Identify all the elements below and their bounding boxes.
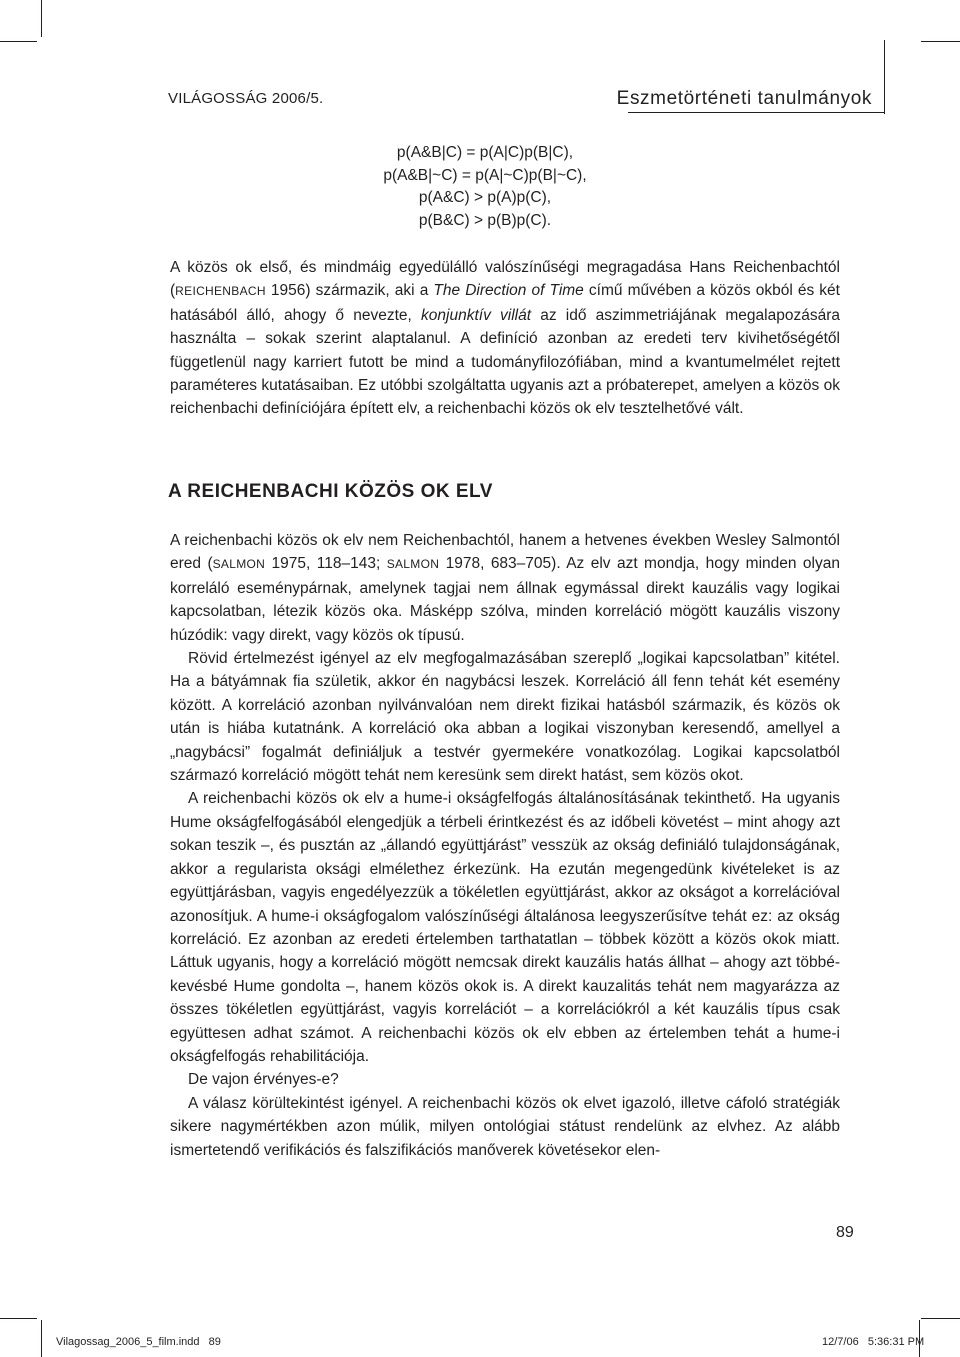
paragraph: A reichenbachi közös ok elv nem Reichenbachtól, hanem a hetvenes években Wesley Salmontól ered (SALMON 1975, 118–143; SALMON 1978, 683–705). Az elv azt mondja, hogy minden olyan korreláló eseménypárnak, amelynek tagjai nem állnak egymással direkt kauzális vagy logikai kapcsolatban, létezik közös oka. Másképp szólva, minden korreláció mögött kauzális viszony húzódik: vagy direkt, vagy közös ok típusú. [170,532,840,644]
section-header: Eszmetörténeti tanulmányok [616,88,872,109]
section-heading: A REICHENBACHI KÖZÖS OK ELV [168,481,493,502]
citation-author: REICHENBACH [175,284,266,299]
formula-line: p(A&B|C) = p(A|C)p(B|C), [396,144,574,161]
formula-line: p(A&B|~C) = p(A|~C)p(B|~C), [383,166,587,184]
crop-mark [41,0,42,37]
crop-mark [921,41,960,42]
paragraph: De vajon érvényes-e? [188,1071,339,1089]
book-title: The Direction of Time [433,282,584,300]
citation-author: SALMON [212,557,266,572]
crop-mark [0,1318,37,1319]
citation-author: SALMON [386,557,440,572]
term: konjunktív villát [421,306,532,324]
formula-line: p(B&C) > p(B)p(C). [418,211,552,229]
crop-mark [921,1318,960,1319]
crop-mark [884,40,885,114]
crop-mark [0,41,37,42]
section-text [170,529,840,1162]
page-number: 89 [836,1224,854,1241]
crop-mark [41,1320,42,1357]
paragraph: Rövid értelmezést igényel az elv megfogalmazásában szereplő „logikai kapcsolatban” kitétel. Ha a bátyámnak fia születik, akkor én nagybácsi leszek. Korreláció áll fenn tehát két esemény között. A korreláció azonban nyilvánvalóan nem direkt fizikai hatásból származik, és közös ok után is hiába kutatnánk. A korreláció oka abban a logikai viszonyban keresendő, amellyel a „nagybácsi” fogalmát definiáljuk a testvér gyermekére vonatkozólag. Logikai kapcsolatból származó korreláció mögött tehát nem keresünk sem direkt hatást, sem közös okot. [170,650,840,785]
header-rule [628,112,884,113]
formula-line: p(A&C) > p(A)p(C), [418,189,552,206]
journal-header: VILÁGOSSÁG 2006/5. [168,90,324,107]
slug-filename: Vilagossag_2006_5_film.indd 89 [56,1336,221,1348]
paragraph: A reichenbachi közös ok elv a hume-i okságfelfogás általánosításának tekinthető. Ha ugyanis Hume okságfelfogásából elengedjük a térbeli érintkezést és az időbeli követést – mint ahogy azt sokan teszik –, és pusztán az „állandó együttjárást” vesszük az okság definiáló tulajdonságának, akkor a regularista oksági elmélethez érkezünk. Ha ezután megengedünk kivételeket is az együttjárásban, vagyis engedélyezzük a tökéletlen együttjárást, akkor az okságot a korrelációval azonosítjuk. A hume-i okságfogalom valószínűségi általánosa leegyszerűsítve tehát ez: az okság korreláció. Ez azonban az eredeti értelemben tarthatatlan – többek között a közös okok miatt. Láttuk ugyanis, hogy a korreláció mögött nemcsak direkt kauzális hatás állhat – ahogy azt többé-kevésbé Hume gondolta –, hanem közös okok is. A direkt kauzalitás tehát nem magyarázza az összes tökéletlen együttjárást, vagyis korrelációt – a korrelációkról a két kauzális típus csak együttesen adhat számot. A reichenbachi közös ok elv ebben az értelemben tehát a hume-i okságfelfogás rehabilitációja. [170,790,840,1065]
paragraph: A közös ok első, és mindmáig egyedülálló valószínűségi megragadása Hans Reichenbachtól (REICHENBACH 1956) származik, aki a The Direction of Time című művében a közös okból és két hatásából álló, ahogy ő nevezte, konjunktív villát az idő aszimmetriájának megalapozására használta – sokak szerint alaptalanul. A definíció azonban az eredeti terv kivihetőségétől függetlenül nagy karriert futott be mind a tudományfilozófiában, mind a kvantumelmélet rejtett paraméteres kutatásaiban. Ez utóbbi szolgáltatta ugyanis azt a próbaterepet, amelyen a közös ok reichenbachi definíciójára épített elv, a reichenbachi közös ok elv tesztelhetővé vált. [170,259,840,418]
paragraph: A válasz körültekintést igényel. A reichenbachi közös ok elvet igazoló, illetve cáfoló stratégiák sikere nagymértékben azon múlik, milyen ontológiai státust rendelünk az elvhez. Az alább ismertetendő verifikációs és falszifikációs manőverek követésekor elen- [170,1094,840,1159]
formula-block [300,142,670,232]
slug-timestamp: 12/7/06 5:36:31 PM [822,1336,925,1348]
intro-text [170,256,840,421]
